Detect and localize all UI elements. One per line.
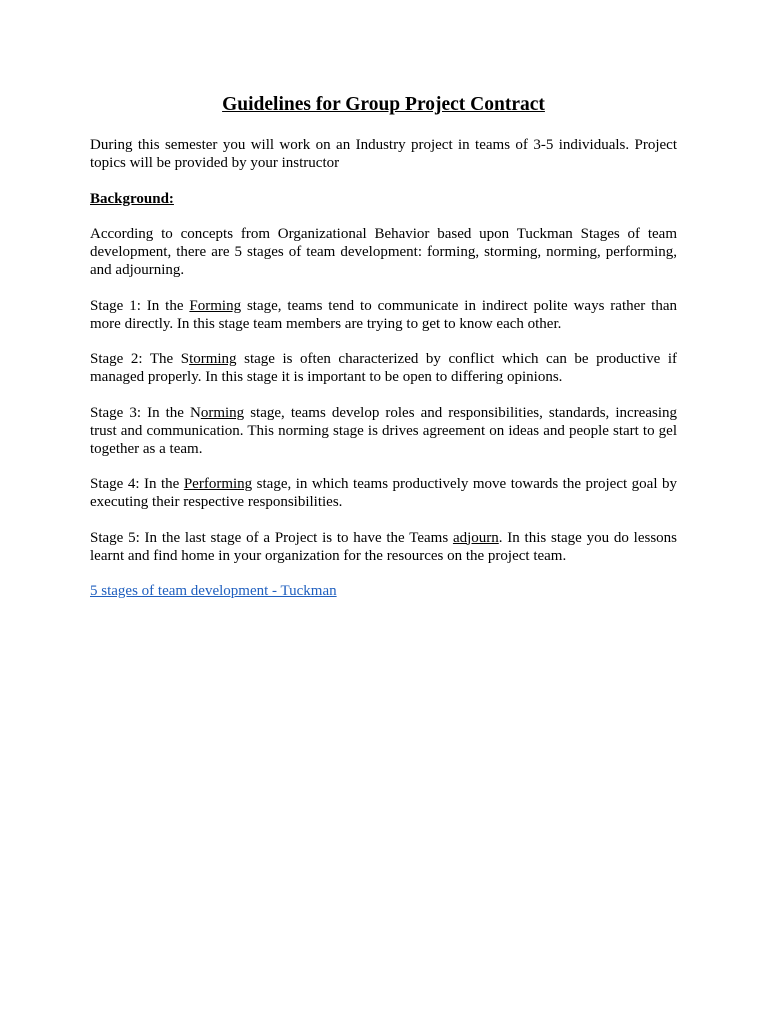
stage-4-paragraph	[90, 475, 677, 511]
stage-3-prefix: Stage 3: In the N	[90, 404, 201, 421]
stage-1-paragraph	[90, 297, 677, 333]
stage-4-suffix: stage, in which teams productively move towards the project goal by executing their respective responsibilities.	[90, 476, 677, 510]
stage-1-prefix: Stage 1: In the	[90, 297, 190, 314]
stage-3-term: orming	[200, 404, 245, 421]
stage-4-prefix: Stage 4: In the	[90, 476, 184, 492]
document-body	[90, 92, 677, 618]
stage-3-paragraph	[90, 404, 677, 458]
stage-2-suffix: stage is often characterized by conflict which can be productive if managed properly. In this stage it is important to be open to differing opinions.	[90, 351, 678, 385]
stage-5-term: adjourn	[452, 529, 499, 546]
stage-2-paragraph	[90, 350, 677, 386]
stage-1-suffix: stage, teams tend to communicate in indirect polite ways rather than more directly. In this stage team members are trying to get to know each other.	[90, 297, 677, 332]
document-title: Guidelines for Group Project Contract	[222, 94, 545, 115]
tuckman-link[interactable]: 5 stages of team development - Tuckman	[90, 583, 337, 599]
background-heading: Background:	[90, 190, 174, 207]
link-paragraph	[90, 582, 677, 600]
background-paragraph: According to concepts from Organizational Behavior based upon Tuckman Stages of team development, there are 5 stages of team development: forming, storming, norming, performing, and adjourning.	[90, 226, 677, 278]
stage-1-term: Forming	[189, 297, 242, 314]
stage-5-suffix: . In this stage you do lessons learnt and find home in your organization for the resources on the project team.	[90, 529, 677, 564]
stage-4-term: Performing	[183, 476, 253, 492]
stage-3-suffix: stage, teams develop roles and responsibilities, standards, increasing trust and communication. This norming stage is drives agreement on ideas and people start to gel together as a team.	[90, 404, 677, 457]
stage-5-paragraph	[90, 529, 677, 565]
stage-2-term: torming	[189, 351, 237, 367]
stage-5-prefix: Stage 5: In the last stage of a Project is to have the Teams	[90, 529, 453, 546]
stage-2-prefix: Stage 2: The S	[90, 351, 190, 367]
intro-paragraph: During this semester you will work on an Industry project in teams of 3-5 individuals. Project topics will be provided by your instructor	[90, 137, 677, 171]
